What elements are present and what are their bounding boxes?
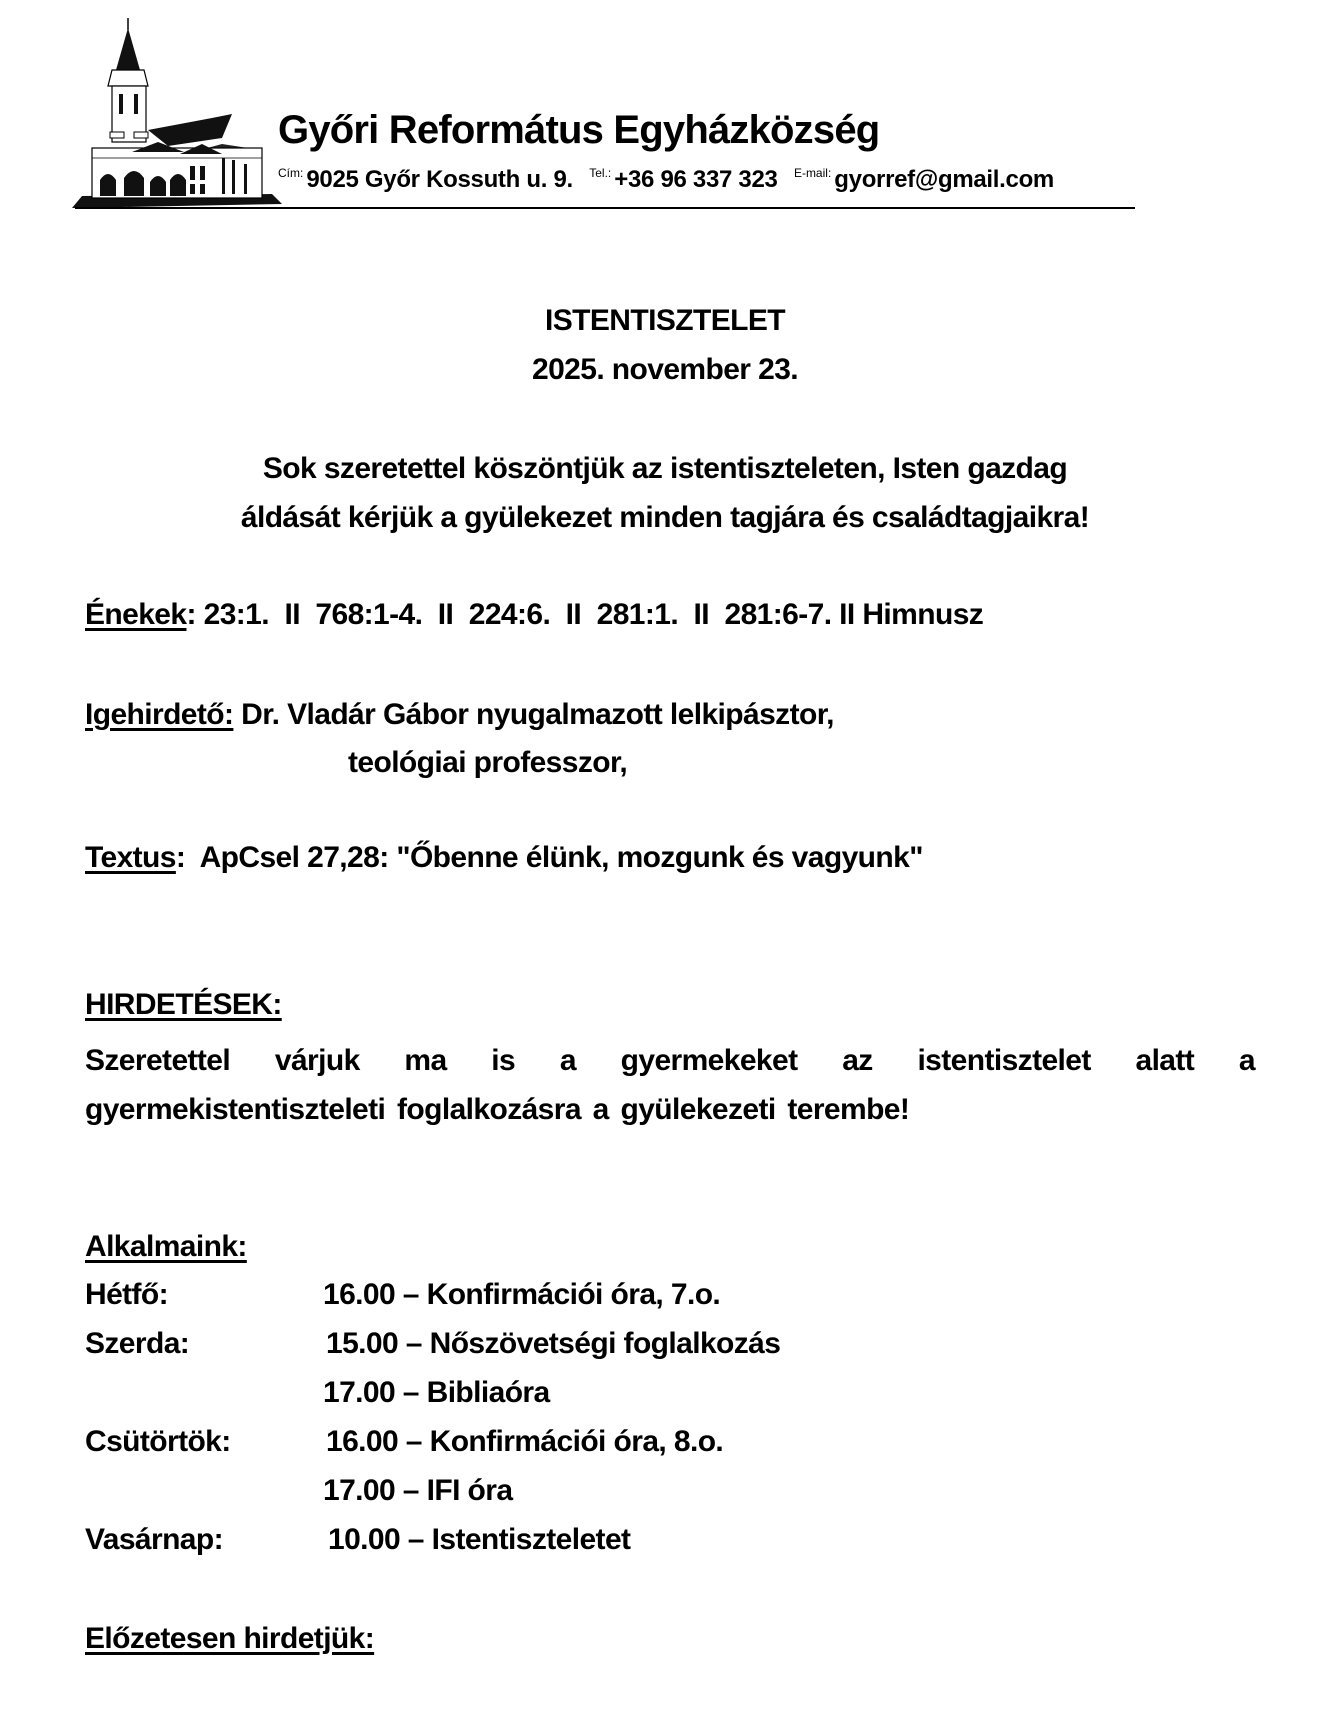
schedule-heading: Alkalmaink: (85, 1230, 247, 1263)
announcement-paragraph: Szeretettel várjuk ma is a gyermekeket az istentisztelet alatt a gyermekistentiszteleti foglalkozásra a gyülekezeti terembe! (85, 1044, 1255, 1126)
email-value[interactable]: gyorref@gmail.com (834, 166, 1054, 193)
email-label: E-mail: (793, 166, 832, 180)
schedule-entry: 17.00 – IFI óra (323, 1474, 513, 1507)
schedule-day: Szerda: (85, 1327, 190, 1360)
service-title: ISTENTISZTELET (545, 304, 785, 337)
service-date: 2025. november 23. (531, 353, 799, 386)
textus-label: Textus (85, 841, 176, 874)
phone-label: Tel.: (589, 166, 612, 180)
header-divider (75, 207, 1135, 209)
textus-value: : ApCsel 27,28: "Őbenne élünk, mozgunk és vagyunk" (175, 841, 923, 874)
schedule-entry: 17.00 – Bibliaóra (323, 1376, 550, 1409)
announcements-heading: HIRDETÉSEK: (85, 988, 282, 1021)
songs-value: : 23:1. II 768:1-4. II 224:6. II 281:1. II 281:6-7. II Himnusz (186, 598, 984, 631)
phone-value: +36 96 337 323 (614, 166, 778, 193)
schedule-entry: 10.00 – Istentiszteletet (328, 1523, 631, 1556)
greeting-line-1: Sok szeretettel köszöntjük az istentiszteleten, Isten gazdag (262, 452, 1068, 485)
schedule-day: Vasárnap: (85, 1523, 224, 1556)
preannounce-heading: Előzetesen hirdetjük: (85, 1622, 375, 1655)
schedule-entry: 15.00 – Nőszövetségi foglalkozás (326, 1327, 781, 1360)
songs-line (85, 600, 983, 630)
schedule-entry: 16.00 – Konfirmációi óra, 8.o. (326, 1425, 724, 1458)
preacher-value: Dr. Vladár Gábor nyugalmazott lelkipásztor, (233, 698, 834, 731)
greeting-line-2: áldását kérjük a gyülekezet minden tagjára és családtagjaikra! (240, 501, 1090, 534)
songs-label: Énekek (85, 598, 187, 631)
schedule-day: Hétfő: (85, 1278, 169, 1311)
schedule-day: Csütörtök: (85, 1425, 231, 1458)
address-label: Cím: (278, 166, 304, 180)
schedule-entry: 16.00 – Konfirmációi óra, 7.o. (323, 1278, 721, 1311)
preacher-label: Igehirdető: (85, 698, 234, 731)
preacher-line (85, 700, 834, 730)
preacher-title-continued: teológiai professzor, (348, 746, 628, 779)
address-value: 9025 Győr Kossuth u. 9. (306, 166, 573, 193)
textus-line (85, 843, 923, 873)
church-logo-icon (72, 18, 287, 210)
organization-name: Győri Református Egyházközség (278, 108, 880, 152)
contact-line (278, 166, 1064, 194)
